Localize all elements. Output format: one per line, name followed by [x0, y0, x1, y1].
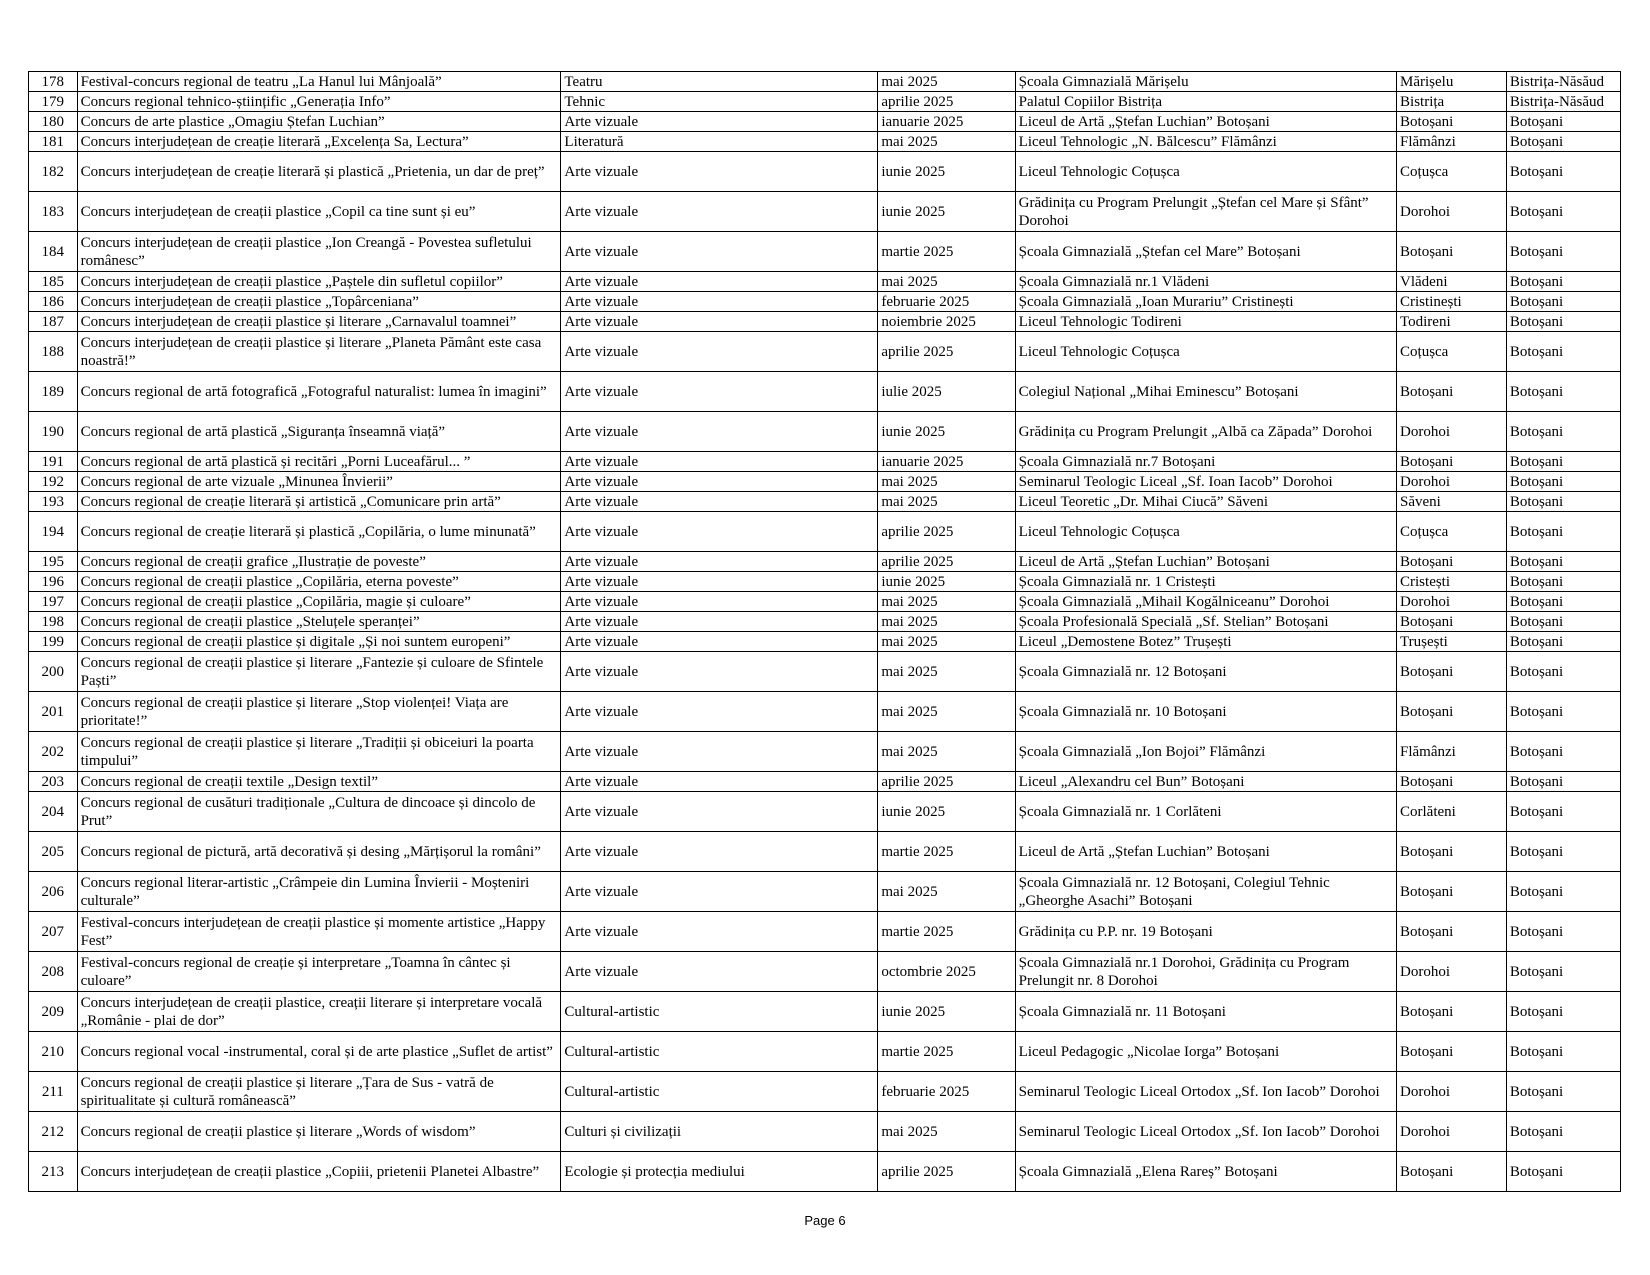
competition-domain: Arte vizuale: [561, 232, 878, 272]
row-number: 189: [29, 372, 78, 412]
competition-title: Concurs interjudețean de creații plastice și literare „Planeta Pământ este casa noastră!”: [77, 332, 561, 372]
competition-title: Concurs interjudețean de creații plastice și literare „Carnavalul toamnei”: [77, 312, 561, 332]
locality: Dorohoi: [1397, 1072, 1507, 1112]
row-number: 204: [29, 792, 78, 832]
row-number: 186: [29, 292, 78, 312]
organizer-school: Grădinița cu P.P. nr. 19 Botoșani: [1015, 912, 1396, 952]
table-row: [29, 272, 1621, 292]
table-body: [29, 72, 1621, 1192]
table-row: [29, 492, 1621, 512]
row-number: 210: [29, 1032, 78, 1072]
county: Botoșani: [1506, 652, 1620, 692]
locality: Botoșani: [1397, 1032, 1507, 1072]
competition-date: februarie 2025: [878, 1072, 1015, 1112]
competition-domain: Cultural-artistic: [561, 1072, 878, 1112]
table-row: [29, 372, 1621, 412]
organizer-school: Seminarul Teologic Liceal Ortodox „Sf. Ion Iacob” Dorohoi: [1015, 1112, 1396, 1152]
locality: Botoșani: [1397, 452, 1507, 472]
row-number: 198: [29, 612, 78, 632]
organizer-school: Seminarul Teologic Liceal Ortodox „Sf. Ion Iacob” Dorohoi: [1015, 1072, 1396, 1112]
locality: Cristinești: [1397, 292, 1507, 312]
competition-title: Concurs regional vocal -instrumental, coral și de arte plastice „Suflet de artist”: [77, 1032, 561, 1072]
competition-title: Concurs regional de artă plastică „Siguranța înseamnă viață”: [77, 412, 561, 452]
county: Botoșani: [1506, 1072, 1620, 1112]
locality: Botoșani: [1397, 692, 1507, 732]
competition-title: Concurs regional de creații plastice și literare „Words of wisdom”: [77, 1112, 561, 1152]
organizer-school: Școala Gimnazială nr. 11 Botoșani: [1015, 992, 1396, 1032]
page-number: Page 6: [804, 1213, 846, 1228]
competition-date: mai 2025: [878, 72, 1015, 92]
organizer-school: Școala Gimnazială „Ștefan cel Mare” Botoșani: [1015, 232, 1396, 272]
competition-domain: Arte vizuale: [561, 332, 878, 372]
row-number: 213: [29, 1152, 78, 1192]
organizer-school: Școala Gimnazială nr. 10 Botoșani: [1015, 692, 1396, 732]
competition-title: Concurs regional de creații plastice și literare „Stop violenței! Viața are prioritate!”: [77, 692, 561, 732]
locality: Botoșani: [1397, 112, 1507, 132]
row-number: 199: [29, 632, 78, 652]
table-row: [29, 452, 1621, 472]
row-number: 211: [29, 1072, 78, 1112]
table-row: [29, 1152, 1621, 1192]
competition-date: mai 2025: [878, 872, 1015, 912]
organizer-school: Școala Gimnazială nr. 1 Cristești: [1015, 572, 1396, 592]
locality: Dorohoi: [1397, 952, 1507, 992]
table-row: [29, 512, 1621, 552]
organizer-school: Liceul Tehnologic „N. Bălcescu” Flămânzi: [1015, 132, 1396, 152]
competition-title: Concurs interjudețean de creații plastice, creații literare și interpretare vocală „Românie - plai de dor”: [77, 992, 561, 1032]
organizer-school: Școala Gimnazială nr. 12 Botoșani, Colegiul Tehnic „Gheorghe Asachi” Botoșani: [1015, 872, 1396, 912]
table-row: [29, 312, 1621, 332]
competition-date: februarie 2025: [878, 292, 1015, 312]
table-row: [29, 192, 1621, 232]
row-number: 190: [29, 412, 78, 452]
county: Botoșani: [1506, 192, 1620, 232]
table-row: [29, 572, 1621, 592]
organizer-school: Liceul Tehnologic Todireni: [1015, 312, 1396, 332]
competition-domain: Arte vizuale: [561, 832, 878, 872]
competition-domain: Arte vizuale: [561, 572, 878, 592]
organizer-school: Liceul Tehnologic Coțușca: [1015, 152, 1396, 192]
competition-title: Concurs regional de creație literară și artistică „Comunicare prin artă”: [77, 492, 561, 512]
competition-domain: Culturi și civilizații: [561, 1112, 878, 1152]
competition-title: Concurs regional de arte vizuale „Minunea Învierii”: [77, 472, 561, 492]
competition-date: mai 2025: [878, 692, 1015, 732]
competition-domain: Ecologie și protecția mediului: [561, 1152, 878, 1192]
table-row: [29, 152, 1621, 192]
locality: Dorohoi: [1397, 412, 1507, 452]
table-row: [29, 692, 1621, 732]
county: Botoșani: [1506, 632, 1620, 652]
locality: Coțușca: [1397, 512, 1507, 552]
competition-date: ianuarie 2025: [878, 452, 1015, 472]
table-row: [29, 732, 1621, 772]
competition-date: mai 2025: [878, 592, 1015, 612]
competition-domain: Arte vizuale: [561, 912, 878, 952]
competition-date: aprilie 2025: [878, 92, 1015, 112]
locality: Corlăteni: [1397, 792, 1507, 832]
competition-date: ianuarie 2025: [878, 112, 1015, 132]
competition-domain: Arte vizuale: [561, 612, 878, 632]
competition-date: iunie 2025: [878, 412, 1015, 452]
competition-title: Concurs interjudețean de creații plastice „Topârceniana”: [77, 292, 561, 312]
county: Botoșani: [1506, 372, 1620, 412]
county: Botoșani: [1506, 732, 1620, 772]
county: Botoșani: [1506, 492, 1620, 512]
organizer-school: Liceul de Artă „Ștefan Luchian” Botoșani: [1015, 552, 1396, 572]
row-number: 202: [29, 732, 78, 772]
table-row: [29, 1032, 1621, 1072]
competition-title: Concurs regional de artă fotografică „Fotograful naturalist: lumea în imagini”: [77, 372, 561, 412]
row-number: 200: [29, 652, 78, 692]
row-number: 206: [29, 872, 78, 912]
table-row: [29, 592, 1621, 612]
locality: Flămânzi: [1397, 132, 1507, 152]
table-row: [29, 412, 1621, 452]
table-row: [29, 952, 1621, 992]
competition-date: mai 2025: [878, 1112, 1015, 1152]
competition-domain: Arte vizuale: [561, 312, 878, 332]
table-row: [29, 772, 1621, 792]
locality: Bistrița: [1397, 92, 1507, 112]
competition-title: Festival-concurs regional de creație și interpretare „Toamna în cântec și culoare”: [77, 952, 561, 992]
county: Botoșani: [1506, 1032, 1620, 1072]
county: Botoșani: [1506, 472, 1620, 492]
competition-title: Festival-concurs interjudețean de creații plastice și momente artistice „Happy Fest”: [77, 912, 561, 952]
competition-title: Concurs regional de creații plastice și digitale „Și noi suntem europeni”: [77, 632, 561, 652]
locality: Botoșani: [1397, 772, 1507, 792]
table-row: [29, 72, 1621, 92]
county: Botoșani: [1506, 832, 1620, 872]
row-number: 191: [29, 452, 78, 472]
competition-date: mai 2025: [878, 132, 1015, 152]
competition-domain: Arte vizuale: [561, 512, 878, 552]
county: Botoșani: [1506, 692, 1620, 732]
table-row: [29, 232, 1621, 272]
row-number: 205: [29, 832, 78, 872]
competition-title: Concurs interjudețean de creații plastice „Paștele din sufletul copiilor”: [77, 272, 561, 292]
county: Botoșani: [1506, 272, 1620, 292]
competition-date: iunie 2025: [878, 152, 1015, 192]
row-number: 192: [29, 472, 78, 492]
competition-title: Concurs regional de creații plastice „Copilăria, eterna poveste”: [77, 572, 561, 592]
table-row: [29, 992, 1621, 1032]
county: Bistrița-Năsăud: [1506, 92, 1620, 112]
competition-domain: Arte vizuale: [561, 152, 878, 192]
locality: Botoșani: [1397, 232, 1507, 272]
competition-domain: Arte vizuale: [561, 772, 878, 792]
competition-title: Concurs regional de creații plastice „Copilăria, magie și culoare”: [77, 592, 561, 612]
county: Botoșani: [1506, 952, 1620, 992]
table-row: [29, 792, 1621, 832]
competition-title: Concurs regional de creații plastice și literare „Fantezie și culoare de Sfintele Paști”: [77, 652, 561, 692]
table-row: [29, 112, 1621, 132]
competition-title: Concurs regional de cusături tradiționale „Cultura de dincoace și dincolo de Prut”: [77, 792, 561, 832]
locality: Flămânzi: [1397, 732, 1507, 772]
county: Botoșani: [1506, 232, 1620, 272]
locality: Mărișelu: [1397, 72, 1507, 92]
competition-title: Concurs regional literar-artistic „Crâmpeie din Lumina Învierii - Moșteniri culturale”: [77, 872, 561, 912]
table-row: [29, 552, 1621, 572]
competition-title: Festival-concurs regional de teatru „La Hanul lui Mânjoală”: [77, 72, 561, 92]
row-number: 196: [29, 572, 78, 592]
row-number: 187: [29, 312, 78, 332]
row-number: 207: [29, 912, 78, 952]
competition-date: aprilie 2025: [878, 552, 1015, 572]
competition-date: mai 2025: [878, 272, 1015, 292]
organizer-school: Școala Gimnazială nr.1 Vlădeni: [1015, 272, 1396, 292]
competition-domain: Arte vizuale: [561, 872, 878, 912]
competition-title: Concurs regional de creații plastice și literare „Tradiții și obiceiuri la poarta timpului”: [77, 732, 561, 772]
row-number: 188: [29, 332, 78, 372]
organizer-school: Liceul Tehnologic Coțușca: [1015, 512, 1396, 552]
competition-domain: Arte vizuale: [561, 732, 878, 772]
organizer-school: Liceul Teoretic „Dr. Mihai Ciucă” Săveni: [1015, 492, 1396, 512]
competition-title: Concurs de arte plastice „Omagiu Ștefan Luchian”: [77, 112, 561, 132]
county: Botoșani: [1506, 912, 1620, 952]
competition-title: Concurs interjudețean de creație literară „Excelența Sa, Lectura”: [77, 132, 561, 152]
organizer-school: Colegiul Național „Mihai Eminescu” Botoșani: [1015, 372, 1396, 412]
competition-domain: Arte vizuale: [561, 192, 878, 232]
organizer-school: Palatul Copiilor Bistrița: [1015, 92, 1396, 112]
county: Botoșani: [1506, 112, 1620, 132]
competition-domain: Tehnic: [561, 92, 878, 112]
competition-date: aprilie 2025: [878, 512, 1015, 552]
county: Botoșani: [1506, 332, 1620, 372]
competition-domain: Arte vizuale: [561, 692, 878, 732]
locality: Botoșani: [1397, 872, 1507, 912]
table-row: [29, 632, 1621, 652]
competition-domain: Cultural-artistic: [561, 992, 878, 1032]
locality: Botoșani: [1397, 552, 1507, 572]
competition-date: mai 2025: [878, 732, 1015, 772]
locality: Coțușca: [1397, 152, 1507, 192]
competition-title: Concurs interjudețean de creații plastice „Copiii, prietenii Planetei Albastre”: [77, 1152, 561, 1192]
row-number: 183: [29, 192, 78, 232]
organizer-school: Școala Gimnazială „Ion Bojoi” Flămânzi: [1015, 732, 1396, 772]
competition-title: Concurs interjudețean de creații plastice „Copil ca tine sunt și eu”: [77, 192, 561, 232]
competition-title: Concurs regional tehnico-științific „Generația Info”: [77, 92, 561, 112]
locality: Botoșani: [1397, 992, 1507, 1032]
row-number: 181: [29, 132, 78, 152]
county: Botoșani: [1506, 412, 1620, 452]
competition-title: Concurs regional de artă plastică și recitări „Porni Luceafărul... ”: [77, 452, 561, 472]
row-number: 194: [29, 512, 78, 552]
competition-domain: Arte vizuale: [561, 272, 878, 292]
county: Bistrița-Năsăud: [1506, 72, 1620, 92]
competition-date: mai 2025: [878, 472, 1015, 492]
locality: Botoșani: [1397, 612, 1507, 632]
county: Botoșani: [1506, 552, 1620, 572]
locality: Dorohoi: [1397, 592, 1507, 612]
competition-domain: Arte vizuale: [561, 452, 878, 472]
county: Botoșani: [1506, 612, 1620, 632]
locality: Vlădeni: [1397, 272, 1507, 292]
locality: Trușești: [1397, 632, 1507, 652]
county: Botoșani: [1506, 772, 1620, 792]
competitions-table: [28, 71, 1621, 1192]
table-row: [29, 92, 1621, 112]
locality: Coțușca: [1397, 332, 1507, 372]
competition-domain: Literatură: [561, 132, 878, 152]
county: Botoșani: [1506, 1112, 1620, 1152]
competition-domain: Arte vizuale: [561, 632, 878, 652]
competition-domain: Cultural-artistic: [561, 1032, 878, 1072]
competition-title: Concurs regional de pictură, artă decorativă și desing „Mărțișorul la români”: [77, 832, 561, 872]
competition-title: Concurs interjudețean de creație literară și plastică „Prietenia, un dar de preț”: [77, 152, 561, 192]
locality: Botoșani: [1397, 652, 1507, 692]
competition-date: mai 2025: [878, 492, 1015, 512]
locality: Botoșani: [1397, 832, 1507, 872]
county: Botoșani: [1506, 452, 1620, 472]
row-number: 195: [29, 552, 78, 572]
table-row: [29, 832, 1621, 872]
locality: Dorohoi: [1397, 1112, 1507, 1152]
table-row: [29, 292, 1621, 312]
competition-date: iunie 2025: [878, 992, 1015, 1032]
organizer-school: Liceul de Artă „Ștefan Luchian” Botoșani: [1015, 832, 1396, 872]
table-row: [29, 332, 1621, 372]
organizer-school: Școala Gimnazială nr. 1 Corlăteni: [1015, 792, 1396, 832]
competition-date: iunie 2025: [878, 192, 1015, 232]
organizer-school: Liceul „Alexandru cel Bun” Botoșani: [1015, 772, 1396, 792]
county: Botoșani: [1506, 592, 1620, 612]
table-row: [29, 1072, 1621, 1112]
organizer-school: Școala Gimnazială Mărișelu: [1015, 72, 1396, 92]
organizer-school: Școala Gimnazială nr.7 Botoșani: [1015, 452, 1396, 472]
competition-domain: Arte vizuale: [561, 112, 878, 132]
locality: Săveni: [1397, 492, 1507, 512]
competition-title: Concurs regional de creații plastice „Steluțele speranței”: [77, 612, 561, 632]
row-number: 180: [29, 112, 78, 132]
competition-date: iunie 2025: [878, 792, 1015, 832]
competition-domain: Arte vizuale: [561, 592, 878, 612]
organizer-school: Școala Gimnazială „Mihail Kogălniceanu” Dorohoi: [1015, 592, 1396, 612]
organizer-school: Seminarul Teologic Liceal „Sf. Ioan Iacob” Dorohoi: [1015, 472, 1396, 492]
county: Botoșani: [1506, 312, 1620, 332]
competition-date: iulie 2025: [878, 372, 1015, 412]
competition-domain: Arte vizuale: [561, 792, 878, 832]
competition-domain: Arte vizuale: [561, 292, 878, 312]
competition-domain: Arte vizuale: [561, 652, 878, 692]
table-row: [29, 652, 1621, 692]
organizer-school: Liceul de Artă „Ștefan Luchian” Botoșani: [1015, 112, 1396, 132]
organizer-school: Școala Gimnazială nr. 12 Botoșani: [1015, 652, 1396, 692]
table-row: [29, 872, 1621, 912]
competition-domain: Arte vizuale: [561, 552, 878, 572]
county: Botoșani: [1506, 1152, 1620, 1192]
organizer-school: Școala Gimnazială nr.1 Dorohoi, Grădinița cu Program Prelungit nr. 8 Dorohoi: [1015, 952, 1396, 992]
competition-title: Concurs regional de creații plastice și literare „Țara de Sus - vatră de spiritualitate și cultură românească”: [77, 1072, 561, 1112]
table-row: [29, 1112, 1621, 1152]
competition-title: Concurs interjudețean de creații plastice „Ion Creangă - Povestea sufletului românesc”: [77, 232, 561, 272]
locality: Botoșani: [1397, 372, 1507, 412]
locality: Cristești: [1397, 572, 1507, 592]
competition-date: mai 2025: [878, 632, 1015, 652]
organizer-school: Școala Gimnazială „Ioan Murariu” Cristinești: [1015, 292, 1396, 312]
row-number: 185: [29, 272, 78, 292]
organizer-school: Grădinița cu Program Prelungit „Albă ca Zăpada” Dorohoi: [1015, 412, 1396, 452]
competition-title: Concurs regional de creație literară și plastică „Copilăria, o lume minunată”: [77, 512, 561, 552]
row-number: 178: [29, 72, 78, 92]
competition-date: aprilie 2025: [878, 1152, 1015, 1192]
row-number: 179: [29, 92, 78, 112]
county: Botoșani: [1506, 792, 1620, 832]
organizer-school: Liceul Pedagogic „Nicolae Iorga” Botoșani: [1015, 1032, 1396, 1072]
row-number: 184: [29, 232, 78, 272]
competition-title: Concurs regional de creații grafice „Ilustrație de poveste”: [77, 552, 561, 572]
table-row: [29, 912, 1621, 952]
row-number: 209: [29, 992, 78, 1032]
row-number: 203: [29, 772, 78, 792]
competition-date: martie 2025: [878, 232, 1015, 272]
organizer-school: Școala Gimnazială „Elena Rareș” Botoșani: [1015, 1152, 1396, 1192]
county: Botoșani: [1506, 132, 1620, 152]
county: Botoșani: [1506, 292, 1620, 312]
county: Botoșani: [1506, 512, 1620, 552]
competition-domain: Arte vizuale: [561, 952, 878, 992]
organizer-school: Grădinița cu Program Prelungit „Ștefan cel Mare și Sfânt” Dorohoi: [1015, 192, 1396, 232]
competition-date: martie 2025: [878, 832, 1015, 872]
competition-date: noiembrie 2025: [878, 312, 1015, 332]
county: Botoșani: [1506, 152, 1620, 192]
locality: Dorohoi: [1397, 472, 1507, 492]
competition-date: mai 2025: [878, 652, 1015, 692]
county: Botoșani: [1506, 992, 1620, 1032]
competition-title: Concurs regional de creații textile „Design textil”: [77, 772, 561, 792]
row-number: 193: [29, 492, 78, 512]
row-number: 182: [29, 152, 78, 192]
row-number: 197: [29, 592, 78, 612]
table-row: [29, 612, 1621, 632]
locality: Botoșani: [1397, 1152, 1507, 1192]
competition-date: mai 2025: [878, 612, 1015, 632]
table-row: [29, 472, 1621, 492]
competition-date: martie 2025: [878, 912, 1015, 952]
county: Botoșani: [1506, 872, 1620, 912]
organizer-school: Liceul „Demostene Botez” Trușești: [1015, 632, 1396, 652]
competition-domain: Arte vizuale: [561, 372, 878, 412]
competition-date: octombrie 2025: [878, 952, 1015, 992]
locality: Dorohoi: [1397, 192, 1507, 232]
competition-date: aprilie 2025: [878, 772, 1015, 792]
locality: Todireni: [1397, 312, 1507, 332]
organizer-school: Școala Profesională Specială „Sf. Stelian” Botoșani: [1015, 612, 1396, 632]
row-number: 201: [29, 692, 78, 732]
organizer-school: Liceul Tehnologic Coțușca: [1015, 332, 1396, 372]
competition-domain: Teatru: [561, 72, 878, 92]
county: Botoșani: [1506, 572, 1620, 592]
competition-date: martie 2025: [878, 1032, 1015, 1072]
row-number: 212: [29, 1112, 78, 1152]
competition-domain: Arte vizuale: [561, 472, 878, 492]
competition-domain: Arte vizuale: [561, 492, 878, 512]
locality: Botoșani: [1397, 912, 1507, 952]
table-row: [29, 132, 1621, 152]
row-number: 208: [29, 952, 78, 992]
competition-date: aprilie 2025: [878, 332, 1015, 372]
competition-date: iunie 2025: [878, 572, 1015, 592]
competition-domain: Arte vizuale: [561, 412, 878, 452]
